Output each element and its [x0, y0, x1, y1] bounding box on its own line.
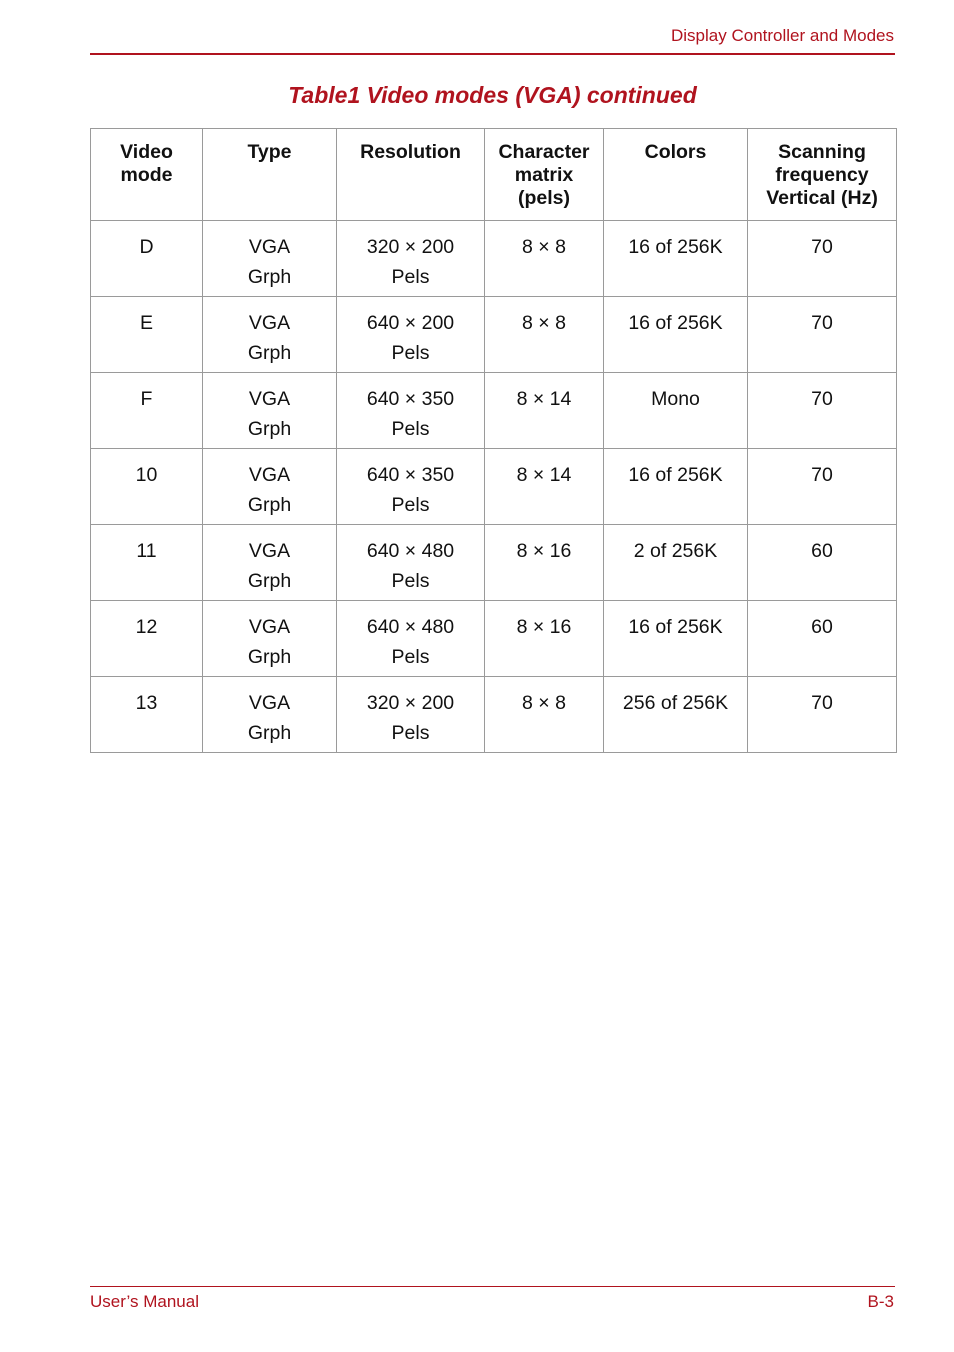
cell-character-matrix: 8 × 8	[485, 297, 604, 373]
table-title: Table1 Video modes (VGA) continued	[288, 82, 697, 108]
header-scanning-frequency: Scanning frequency Vertical (Hz)	[748, 129, 897, 221]
cell-colors: Mono	[604, 373, 748, 449]
cell-character-matrix: 8 × 16	[485, 525, 604, 601]
cell-resolution: 640 × 200 Pels	[337, 297, 485, 373]
cell-scanning-frequency: 70	[748, 297, 897, 373]
cell-video-mode: 12	[91, 601, 203, 677]
cell-scanning-frequency: 70	[748, 373, 897, 449]
footer-divider	[90, 1286, 895, 1287]
cell-video-mode: F	[91, 373, 203, 449]
cell-type: VGA Grph	[203, 373, 337, 449]
cell-type: VGA Grph	[203, 677, 337, 753]
header-type: Type	[203, 129, 337, 221]
table-header-row	[91, 129, 897, 221]
cell-type: VGA Grph	[203, 449, 337, 525]
cell-scanning-frequency: 70	[748, 221, 897, 297]
cell-resolution: 640 × 350 Pels	[337, 449, 485, 525]
table-row	[91, 525, 897, 601]
cell-resolution: 320 × 200 Pels	[337, 677, 485, 753]
cell-scanning-frequency: 70	[748, 449, 897, 525]
table-row	[91, 373, 897, 449]
cell-type: VGA Grph	[203, 525, 337, 601]
cell-type: VGA Grph	[203, 297, 337, 373]
cell-scanning-frequency: 60	[748, 525, 897, 601]
cell-colors: 16 of 256K	[604, 297, 748, 373]
cell-video-mode: 11	[91, 525, 203, 601]
cell-colors: 16 of 256K	[604, 601, 748, 677]
header-character-matrix: Character matrix (pels)	[485, 129, 604, 221]
header-resolution: Resolution	[337, 129, 485, 221]
header-video-mode: Video mode	[91, 129, 203, 221]
cell-scanning-frequency: 60	[748, 601, 897, 677]
cell-character-matrix: 8 × 14	[485, 373, 604, 449]
table-row	[91, 297, 897, 373]
cell-video-mode: 13	[91, 677, 203, 753]
cell-colors: 256 of 256K	[604, 677, 748, 753]
cell-scanning-frequency: 70	[748, 677, 897, 753]
cell-video-mode: E	[91, 297, 203, 373]
cell-character-matrix: 8 × 8	[485, 677, 604, 753]
cell-colors: 2 of 256K	[604, 525, 748, 601]
running-header: Display Controller and Modes	[671, 26, 894, 45]
table-row	[91, 677, 897, 753]
table-row	[91, 221, 897, 297]
cell-character-matrix: 8 × 14	[485, 449, 604, 525]
video-modes-table	[90, 128, 897, 753]
cell-resolution: 640 × 480 Pels	[337, 601, 485, 677]
page-number: B-3	[867, 1292, 894, 1311]
cell-type: VGA Grph	[203, 221, 337, 297]
cell-resolution: 320 × 200 Pels	[337, 221, 485, 297]
cell-video-mode: D	[91, 221, 203, 297]
cell-type: VGA Grph	[203, 601, 337, 677]
footer-manual-label: User’s Manual	[90, 1292, 199, 1311]
cell-character-matrix: 8 × 16	[485, 601, 604, 677]
cell-video-mode: 10	[91, 449, 203, 525]
cell-character-matrix: 8 × 8	[485, 221, 604, 297]
cell-resolution: 640 × 480 Pels	[337, 525, 485, 601]
table-row	[91, 601, 897, 677]
header-colors: Colors	[604, 129, 748, 221]
cell-resolution: 640 × 350 Pels	[337, 373, 485, 449]
cell-colors: 16 of 256K	[604, 449, 748, 525]
header-divider	[90, 53, 895, 55]
cell-colors: 16 of 256K	[604, 221, 748, 297]
table-row	[91, 449, 897, 525]
